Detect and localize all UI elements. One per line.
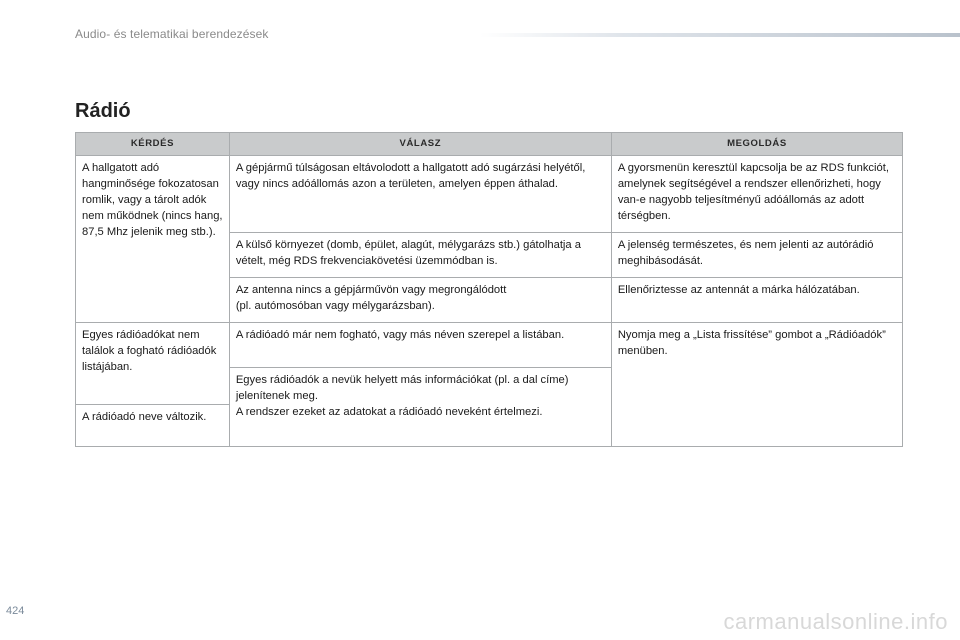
header-answer: VÁLASZ [229,133,611,156]
answer-line: Az antenna nincs a gépjárművön vagy megrongálódott [235,284,507,296]
answer-cell [229,368,611,447]
question-cell: A hallgatott adó hangminősége fokozatosan romlik, vagy a tárolt adók nem működnek (nincs hang, 87,5 Mhz jelenik meg stb.). [76,156,230,323]
question-cell: A rádióadó neve változik. [76,405,230,447]
section-header: Audio- és telematikai berendezések [75,27,269,41]
answer-cell [229,278,611,323]
answer-cell: A rádióadó már nem fogható, vagy más néven szerepel a listában. [229,323,611,368]
solution-cell: A gyorsmenün keresztül kapcsolja be az RDS funkciót, amelynek segítségével a rendszer ellenőrizheti, hogy van-e nagyobb teljesítményű adóállomás az adott térségben. [611,156,902,233]
question-cell: Egyes rádióadókat nem találok a fogható rádióadók listájában. [76,323,230,405]
watermark: carmanualsonline.info [723,609,948,634]
solution-cell: Nyomja meg a „Lista frissítése” gombot a „Rádióadók” menüben. [611,323,902,447]
header-solution: MEGOLDÁS [611,133,902,156]
answer-line: A rendszer ezeket az adatokat a rádióadó neveként értelmezi. [235,406,543,418]
solution-cell: Ellenőriztesse az antennát a márka hálózatában. [611,278,902,323]
solution-cell: A jelenség természetes, és nem jelenti az autórádió meghibásodását. [611,233,902,278]
table-row [76,323,903,368]
page-title: Rádió [75,100,131,122]
page-number: 424 [6,605,25,617]
header-question: KÉRDÉS [76,133,230,156]
answer-line: (pl. autómosóban vagy mélygarázsban). [235,300,435,312]
answer-cell: A gépjármű túlságosan eltávolodott a hallgatott adó sugárzási helyétől, vagy nincs adóállomás azon a területen, amelyen éppen áthalad. [229,156,611,233]
troubleshooting-table [75,132,903,447]
table-header-row [76,133,903,156]
answer-line: Egyes rádióadók a nevük helyett más információkat (pl. a dal címe) jelenítenek meg. [235,374,569,402]
answer-cell: A külső környezet (domb, épület, alagút, mélygarázs stb.) gátolhatja a vételt, még RDS frekvenciakövetési üzemmódban is. [229,233,611,278]
header-rule [480,33,960,37]
table-row [76,156,903,233]
